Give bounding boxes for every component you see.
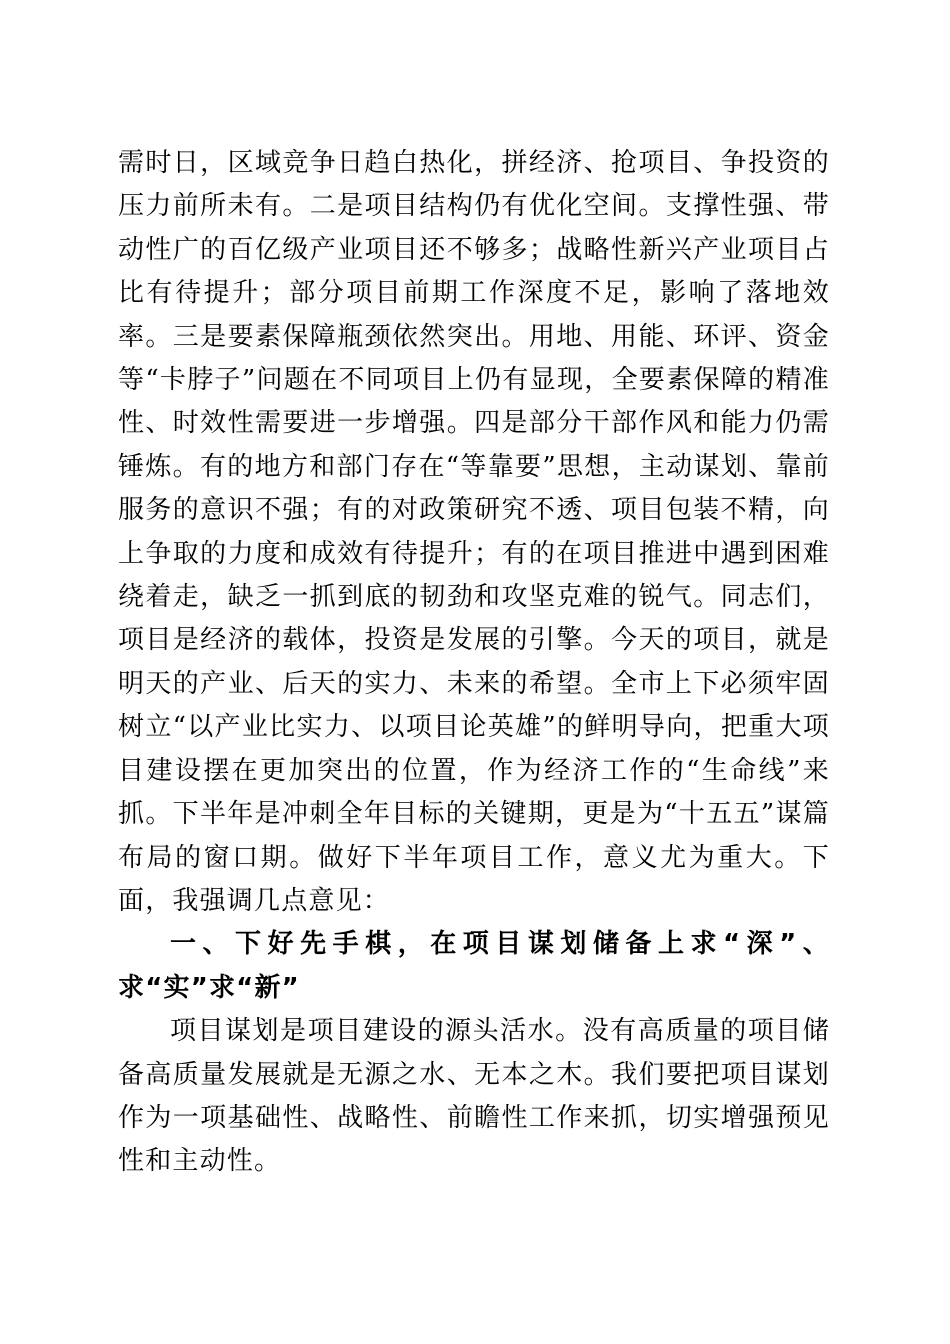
paragraph-continuation: 需时日，区域竞争日趋白热化，拼经济、抢项目、争投资的压力前所未有。二是项目结构仍有优化空间。支撑性强、带动性广的百亿级产业项目还不够多；战略性新兴产业项目占比有待提升；部分项目前期工作深度不足，影响了落地效率。三是要素保障瓶颈依然突出。用地、用能、环评、资金等“卡脖子”问题在不同项目上仍有显现，全要素保障的精准性、时效性需要进一步增强。四是部分干部作风和能力仍需锤炼。有的地方和部门存在“等靠要”思想，主动谋划、靠前服务的意识不强；有的对政策研究不透、项目包装不精，向上争取的力度和成效有待提升；有的在项目推进中遇到困难绕着走，缺乏一抓到底的韧劲和攻坚克难的锐气。同志们，项目是经济的载体，投资是发展的引擎。今天的项目，就是明天的产业、后天的实力、未来的希望。全市上下必须牢固树立“以产业比实力、以项目论英雄”的鲜明导向，把重大项目建设摆在更加突出的位置，作为经济工作的“生命线”来抓。下半年是冲刺全年目标的关键期，更是为“十五五”谋篇布局的窗口期。做好下半年项目工作，意义尤为重大。下面，我强调几点意见： bbox=[118, 148, 830, 916]
document-body bbox=[118, 142, 830, 1184]
section-heading-1: 一、下好先手棋，在项目谋划储备上求“深”、求“实”求“新” bbox=[118, 929, 830, 1003]
paragraph-section-intro: 项目谋划是项目建设的源头活水。没有高质量的项目储备高质量发展就是无源之水、无本之木。我们要把项目谋划作为一项基础性、战略性、前瞻性工作来抓，切实增强预见性和主动性。 bbox=[118, 1016, 830, 1177]
